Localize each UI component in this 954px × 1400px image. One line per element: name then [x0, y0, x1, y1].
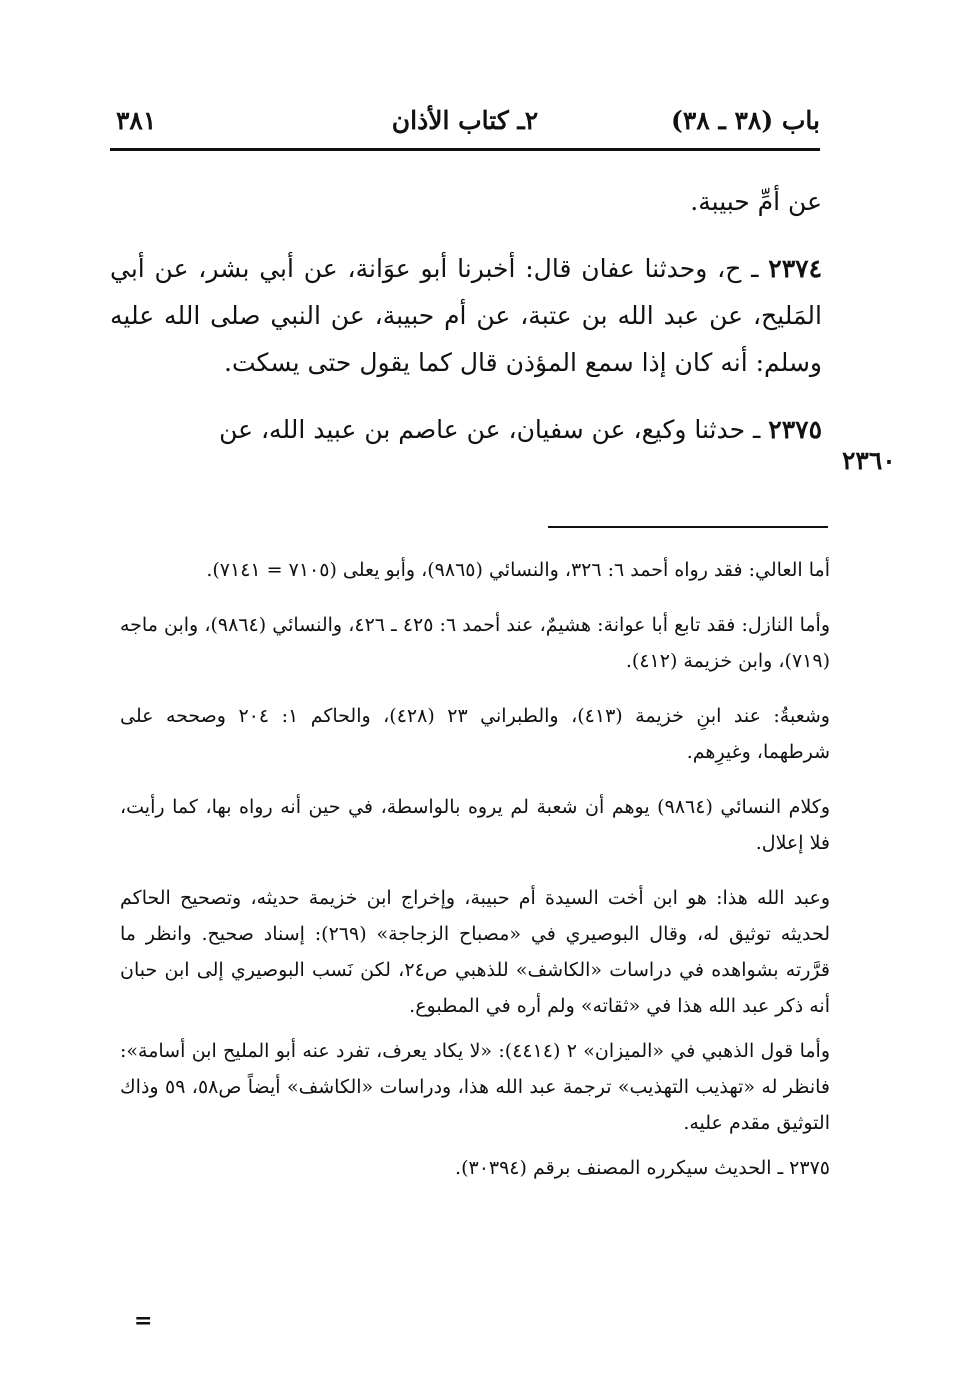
footnote-paragraph: أما العالي: فقد رواه أحمد ٦: ٣٢٦، والنسائي (٩٨٦٥)، وأبو يعلى (٧١٠٥ = ٧١٤١).: [206, 559, 830, 581]
hadith-2375: [110, 406, 822, 453]
footnote-paragraph: وأما النازل: فقد تابع أبا عوانة: هشيمٌ، عند أحمد ٦: ٤٢٥ ـ ٤٢٦، والنسائي (٩٨٦٤)، وابن ماجه (٧١٩)، وابن خزيمة (٤١٢).: [120, 614, 830, 672]
footnote-separator: [548, 526, 828, 528]
footnote-paragraph: ٢٣٧٥ ـ الحديث سيكرره المصنف برقم (٣٠٣٩٤).: [455, 1157, 830, 1179]
footnote-paragraph: وشعبةُ: عند ابنِ خزيمة (٤١٣)، والطبراني ٢٣ (٤٢٨)، والحاكم ١: ٢٠٤ وصححه على شرطهما، وغيرِهم.: [120, 705, 830, 763]
running-header: [110, 100, 820, 151]
footnotes: [120, 552, 830, 1205]
continuation-line: عن أمِّ حبيبة.: [690, 187, 822, 216]
main-text: [110, 178, 822, 473]
book-title: ٢ـ كتاب الأذان: [391, 106, 539, 135]
continuation-mark: =: [134, 1308, 153, 1334]
page-number: ٣٨١: [116, 106, 157, 135]
hadith-2374: [110, 245, 822, 386]
footnote-paragraph: وأما قول الذهبي في «الميزان» ٢ (٤٤١٤): «لا يكاد يعرف، تفرد عنه أبو المليح ابن أسامة»: فانظر له «تهذيب التهذيب» ترجمة عبد الله هذا، ودراسات «الكاشف» أيضاً ص٥٨، ٥٩ وذاك التوثيق مقدم عليه.: [120, 1040, 830, 1134]
chapter-heading: باب (٣٨ ـ ٣٨): [671, 106, 820, 135]
hadith-text: ـ ح، وحدثنا عفان قال: أخبرنا أبو عوَانة، عن أبي بشر، عن أبي المَليح، عن عبد الله بن عتبة، عن أم حبيبة، عن النبي صلى الله عليه وسلم: أنه كان إذا سمع المؤذن قال كما يقول حتى يسكت.: [110, 254, 822, 377]
footnote-paragraph: وعبد الله هذا: هو ابن أخت السيدة أم حبيبة، وإخراج ابن خزيمة حديثه، وتصحيح الحاكم لحديثه توثيق له، وقال البوصيري في «مصباح الزجاجة» (٢٦٩): إسناد صحيح. وانظر ما قرَّرته بشواهده في دراسات «الكاشف» للذهبي ص٢٤، لكن نَسب البوصيري إلى ابن حبان أنه ذكر عبد الله هذا في «ثقاته» ولم أره في المطبوع.: [120, 887, 831, 1017]
hadith-number: ٢٣٧٤: [768, 254, 822, 283]
hadith-number: ٢٣٧٥: [768, 415, 822, 444]
margin-number: ٢٣٦٠: [842, 446, 896, 475]
hadith-text: ـ حدثنا وكيع، عن سفيان، عن عاصم بن عبيد الله، عن: [219, 415, 769, 444]
footnote-paragraph: وكلام النسائي (٩٨٦٤) يوهم أن شعبة لم يروه بالواسطة، في حين أنه رواه بها، كما رأيت، فلا إعلال.: [120, 796, 830, 854]
